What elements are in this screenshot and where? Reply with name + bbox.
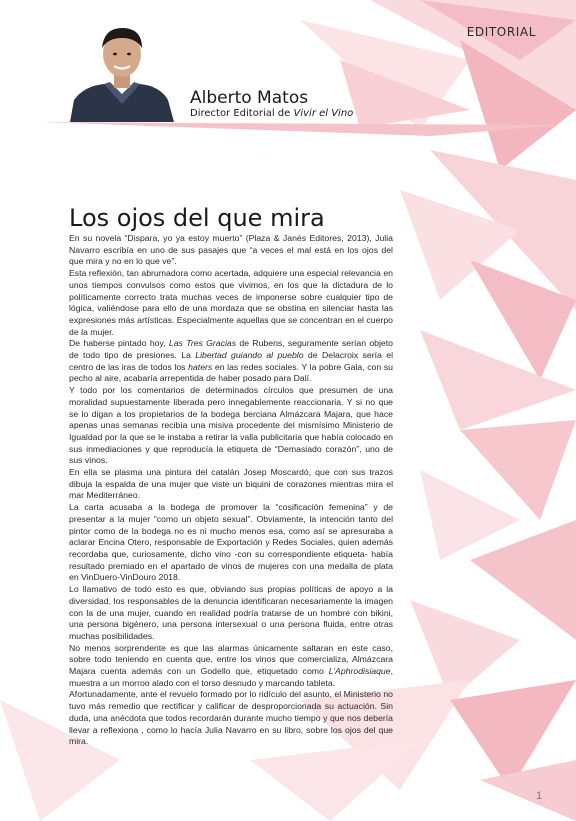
article-paragraph: [69, 467, 393, 502]
author-photo: [64, 16, 180, 122]
page-number: 1: [536, 790, 543, 802]
author-name: Alberto Matos: [190, 88, 309, 108]
text-run: Y todo por los comentarios de determinados círculos que presumen de una moralidad supuestamente liberada pero innegablemente reaccionaria. Y si no que se lo digan a los propietarios de la bodega berciana Almázcara Majara, que hace apenas unas semanas recibía una misiva procedente del mismísimo Ministerio de Igualdad por la que se le instaba a retirar la valla publicitaria que había colocado en sus inmediaciones y que reproducía la etiqueta de “Demasiado corazón”, uno de sus vinos.: [69, 385, 393, 466]
section-label: EDITORIAL: [466, 25, 536, 39]
article-paragraph: [69, 268, 393, 338]
article-paragraph: [69, 385, 393, 467]
article-paragraph: [69, 338, 393, 385]
article-title: Los ojos del que mira: [69, 204, 325, 232]
text-run: , muestra a un morroo alado con el torso desnudo y marcando tableta.: [69, 666, 393, 688]
article-paragraph: [69, 689, 393, 748]
italic-text: L’Aphrodisiaque: [328, 666, 391, 677]
article-body: [69, 233, 393, 748]
text-run: En su novela “Dispara, yo ya estoy muerto” (Plaza & Janés Editores, 2013), Julia Navarro escribía en uno de sus pasajes que “a veces el mal está en los ojos del que mira y no en lo que ve”.: [69, 233, 393, 267]
text-run: en las redes sociales. Y la pobre Gala, con su pecho al aire, acabaría arrepentida de haber posado para Dalí.: [69, 361, 393, 384]
text-run: Esta reflexión, tan abrumadora como acertada, adquiere una especial relevancia en unos tiempos convulsos como estos que vivimos, en los que la dictadura de lo políticamente correcto trata muchas veces de imponerse sobre cualquier tipo de lógica, valiéndose para ello de una mordaza que se obstina en silenciar hasta las expresiones más artísticas. Especialmente aquellas que se concentran en el cuerpo de la mujer.: [69, 268, 393, 337]
publication-name: Vivir el Vino: [293, 108, 354, 119]
text-run: En ella se plasma una pintura del catalán Josep Moscardó, que con sus trazos dibuja la espalda de una mujer que viste un biquini de corazones mientras mira el mar Mediterráneo.: [69, 467, 393, 501]
text-run: Afortunadamente, ante el revuelo formado por lo ridículo del asunto, el Ministerio no tuvo más remedio que rectificar y calificar de desproporcionada su actuación. Sin duda, una anécdota que todos recordarán durante mucho tiempo y que nos debería llevar a reflexiona , como lo hacía Julia Navarro en su libro, sobre los ojos del que mira.: [69, 689, 393, 747]
italic-text: Las Tres Gracias: [168, 338, 237, 349]
text-run: de Rubens, seguramente serían objeto de todo tipo de presiones. La: [69, 338, 393, 361]
article-paragraph: [69, 584, 393, 643]
article-paragraph: [69, 502, 393, 584]
text-run: No menos sorprendente es que las alarmas únicamente saltaran en este caso, sobre todo teniendo en cuenta que, entre los vinos que comercializa, Almázcara Majara cuenta además con un Godello que, etiquetado como: [69, 642, 393, 677]
article-paragraph: [69, 233, 393, 268]
italic-text: Libertad guiando al pueblo: [195, 350, 304, 361]
author-role: Director Editorial de Vivir el Vino: [190, 108, 354, 119]
text-run: De haberse pintado hoy,: [69, 338, 169, 349]
article-paragraph: [69, 643, 393, 690]
italic-text: haters: [188, 361, 213, 372]
text-run: Lo llamativo de todo esto es que, obviando sus propias políticas de apoyo a la diversidad, los responsables de la denuncia identificaran necesariamente la imagen con la de una mujer, cuando en realidad podría tratarse de un hombre con bikini, una persona bigénero, una persona intersexual o una persona fluida, entre otras muchas posibilidades.: [69, 584, 393, 641]
text-run: de Delacroix sería el centro de las iras de todos los: [69, 350, 393, 372]
text-run: La carta acusaba a la bodega de promover la “cosificación femenina” y de presentar a la mujer “como un objeto sexual”. Obviamente, la intención tanto del pintor como de la bodega no es ni mucho menos esa, como así se apresuraba a aclarar Encina Otero, responsable de Exportación y Redes Sociales, quien además recordaba que, curiosamente, dicho vino -con su correspondiente etiqueta- había resultado premiado en el apartado de vinos de mujeres con una medalla de plata en VinDuero-VinDouro 2018.: [69, 502, 393, 583]
